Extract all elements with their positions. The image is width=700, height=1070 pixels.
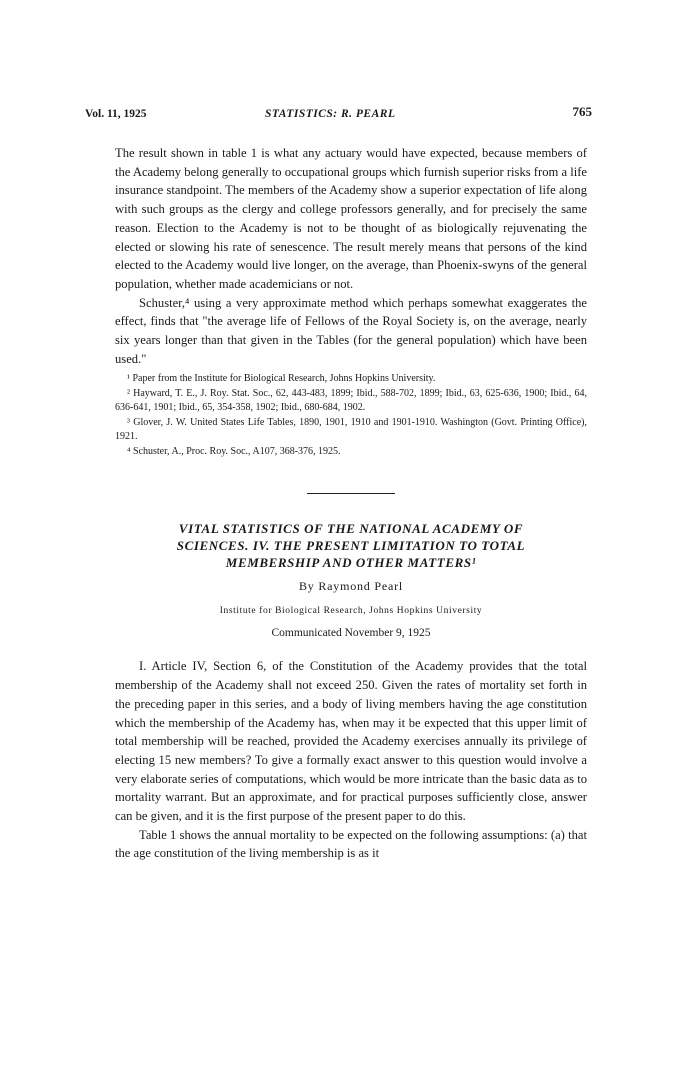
body-paragraph-1: The result shown in table 1 is what any actuary would have expected, because members of the Academy belong generally to occupational groups which furnish superior risks from a life insurance standpoint. The members of the Academy show a superior expectation of life along with such groups as the clergy and college professors generally, and for precisely the same reason. Election to the Academy is not to be thought of as biologically rejuvenating the elected or slowing his rate of senescence. The result merely means that persons of the kind elected to the Academy would live longer, on the average, than Phoenix-swyns of the general population, whether made academicians or not. — [115, 146, 587, 291]
previous-article-conclusion — [115, 144, 587, 368]
footnote-1: ¹ Paper from the Institute for Biological Research, Johns Hopkins University. — [127, 373, 436, 385]
article-paragraph-1: I. Article IV, Section 6, of the Constitution of the Academy provides that the total membership of the Academy shall not exceed 250. Given the rates of mortality set forth in the preceding paper in this series, and a body of living members having the age constitution which the membership of the Academy has, when may it be expected that this upper limit of total membership will be reached, provided the Academy exercises annually its privilege of electing 15 new members? To give a formally exact answer to this question would involve a very elaborate series of computations, which would be more intricate than the basic data as to mortality warrant. But an approximate, and for practical purposes sufficiently close, answer can be given, and it is the first purpose of the present paper to do this. — [115, 659, 587, 824]
footnote-2: ² Hayward, T. E., J. Roy. Stat. Soc., 62, 443-483, 1899; Ibid., 588-702, 1899; Ibid., 63, 625-636, 1900; Ibid., 64, 636-641, 1901; Ibid., 65, 354-358, 1902; Ibid., 680-684, 1902. — [115, 387, 587, 414]
article-title-line-2: SCIENCES. IV. THE PRESENT LIMITATION TO TOTAL — [176, 538, 526, 554]
article-title — [115, 520, 587, 571]
footnote-3: ³ Glover, J. W. United States Life Tables, 1890, 1901, 1910 and 1901-1910. Washington (Govt. Printing Office), 1921. — [115, 416, 587, 443]
footnotes — [115, 372, 587, 459]
author-affiliation: Institute for Biological Research, Johns Hopkins University — [219, 606, 483, 617]
volume-year: Vol. 11, 1925 — [85, 108, 147, 120]
running-title: STATISTICS: R. PEARL — [265, 108, 396, 120]
footnote-4: ⁴ Schuster, A., Proc. Roy. Soc., A107, 368-376, 1925. — [127, 445, 341, 457]
article-title-line-3: MEMBERSHIP AND OTHER MATTERS¹ — [225, 555, 477, 571]
article-body — [115, 657, 587, 863]
communicated-date: Communicated November 9, 1925 — [271, 627, 431, 640]
page-number: 765 — [572, 104, 592, 119]
section-divider — [307, 493, 395, 494]
journal-page — [85, 100, 592, 863]
body-paragraph-2: Schuster,⁴ using a very approximate method which perhaps somewhat exaggerates the effect, finds that "the average life of Fellows of the Royal Society is, on the average, nearly six years longer than that given in the Tables (for the general population) which have been used." — [115, 295, 587, 366]
running-head — [85, 100, 592, 122]
author-byline: By Raymond Pearl — [298, 579, 404, 594]
article-title-line-1: VITAL STATISTICS OF THE NATIONAL ACADEMY OF — [178, 521, 524, 537]
article-paragraph-2: Table 1 shows the annual mortality to be expected on the following assumptions: (a) that the age constitution of the living membership is as it — [115, 827, 587, 861]
